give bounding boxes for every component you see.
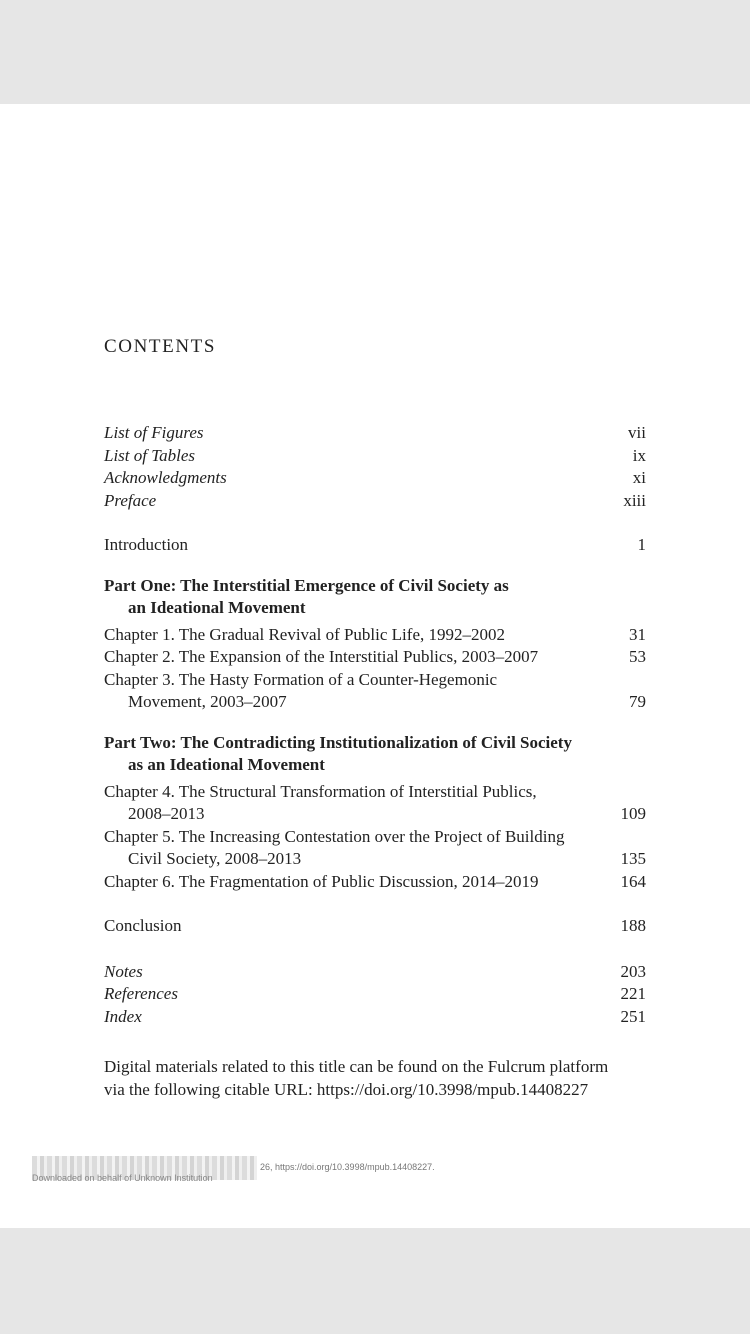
- toc-entry-page: vii: [628, 423, 646, 442]
- toc-entry-label: Conclusion: [104, 916, 182, 935]
- toc-entry-label: Chapter 5. The Increasing Contestation over the Project of Building: [104, 826, 565, 846]
- toc-entry-chapter-1[interactable]: [104, 624, 646, 647]
- toc-entry-page: 164: [620, 871, 646, 891]
- digital-note-line: Digital materials related to this title can be found on the Fulcrum platform: [104, 1057, 609, 1076]
- toc-entry-chapter-3[interactable]: [104, 669, 646, 714]
- toc-entry-label: Notes: [104, 961, 143, 981]
- toc-entry-page: 251: [620, 1006, 646, 1026]
- part-title-line: an Ideational Movement: [128, 598, 306, 617]
- part-one-heading: [104, 575, 646, 620]
- toc-entry-label: List of Tables: [104, 445, 196, 465]
- toc-entry-introduction[interactable]: [104, 534, 646, 557]
- footer-download-text: Downloaded on behalf of Unknown Institution: [32, 1173, 213, 1183]
- toc-entry-page: 109: [620, 804, 646, 823]
- part-two-heading: [104, 732, 646, 777]
- toc-entry-chapter-2[interactable]: [104, 646, 646, 669]
- toc-entry-chapter-6[interactable]: [104, 871, 646, 894]
- toc-entry-label: Introduction: [104, 535, 189, 554]
- part-title-line: as an Ideational Movement: [128, 755, 325, 774]
- toc-entry-page: ix: [632, 445, 646, 465]
- toc-entry-page: 79: [629, 692, 646, 711]
- toc-entry-page: xi: [632, 468, 646, 487]
- toc-entry-preface[interactable]: [104, 490, 646, 513]
- toc-entry-page: xiii: [623, 490, 646, 510]
- toc-entry-label-cont: Movement, 2003–2007: [128, 692, 287, 711]
- toc-entry-references[interactable]: [104, 983, 646, 1006]
- toc-entry-list-of-figures[interactable]: [104, 422, 646, 445]
- toc-entry-page: 188: [620, 916, 646, 935]
- toc-entry-page: 221: [620, 984, 646, 1003]
- toc-entry-label: Preface: [104, 490, 157, 510]
- toc-entry-label: Chapter 4. The Structural Transformation of Interstitial Publics,: [104, 781, 537, 801]
- toc-entry-conclusion[interactable]: [104, 915, 646, 938]
- toc-entry-chapter-4[interactable]: [104, 781, 646, 826]
- download-footer: [32, 1154, 532, 1184]
- toc-entry-page: 203: [620, 961, 646, 981]
- toc-entry-page: 135: [620, 849, 646, 868]
- toc-entry-page: 1: [637, 535, 646, 554]
- page-title: CONTENTS: [104, 336, 217, 357]
- toc-entry-label: Chapter 3. The Hasty Formation of a Counter-Hegemonic: [104, 669, 498, 689]
- page: [0, 104, 750, 1228]
- toc-entry-chapter-5[interactable]: [104, 826, 646, 871]
- toc-entry-label: Index: [104, 1006, 142, 1026]
- part-title-line: Part One: The Interstitial Emergence of Civil Society as: [104, 575, 509, 595]
- toc-entry-page: 31: [629, 624, 646, 644]
- toc-entry-label-cont: Civil Society, 2008–2013: [128, 849, 302, 868]
- toc-entry-label: References: [104, 984, 178, 1003]
- toc-entry-acknowledgments[interactable]: [104, 467, 646, 490]
- toc-entry-notes[interactable]: [104, 961, 646, 984]
- footer-doi-text[interactable]: 26, https://doi.org/10.3998/mpub.14408227.: [260, 1162, 435, 1172]
- digital-note-line-url[interactable]: via the following citable URL: https://doi.org/10.3998/mpub.14408227: [104, 1079, 589, 1099]
- table-of-contents: [104, 422, 646, 1028]
- toc-entry-label: Acknowledgments: [104, 468, 227, 487]
- toc-entry-label: List of Figures: [104, 423, 204, 442]
- toc-entry-label: Chapter 6. The Fragmentation of Public Discussion, 2014–2019: [104, 871, 539, 891]
- toc-entry-page: 53: [629, 647, 646, 666]
- toc-entry-list-of-tables[interactable]: [104, 445, 646, 468]
- digital-materials-note: [104, 1056, 664, 1101]
- toc-entry-label: Chapter 1. The Gradual Revival of Public Life, 1992–2002: [104, 624, 505, 644]
- toc-entry-index[interactable]: [104, 1006, 646, 1029]
- toc-entry-label: Chapter 2. The Expansion of the Interstitial Publics, 2003–2007: [104, 647, 539, 666]
- toc-entry-label-cont: 2008–2013: [128, 804, 205, 823]
- part-title-line: Part Two: The Contradicting Institutionalization of Civil Society: [104, 732, 572, 752]
